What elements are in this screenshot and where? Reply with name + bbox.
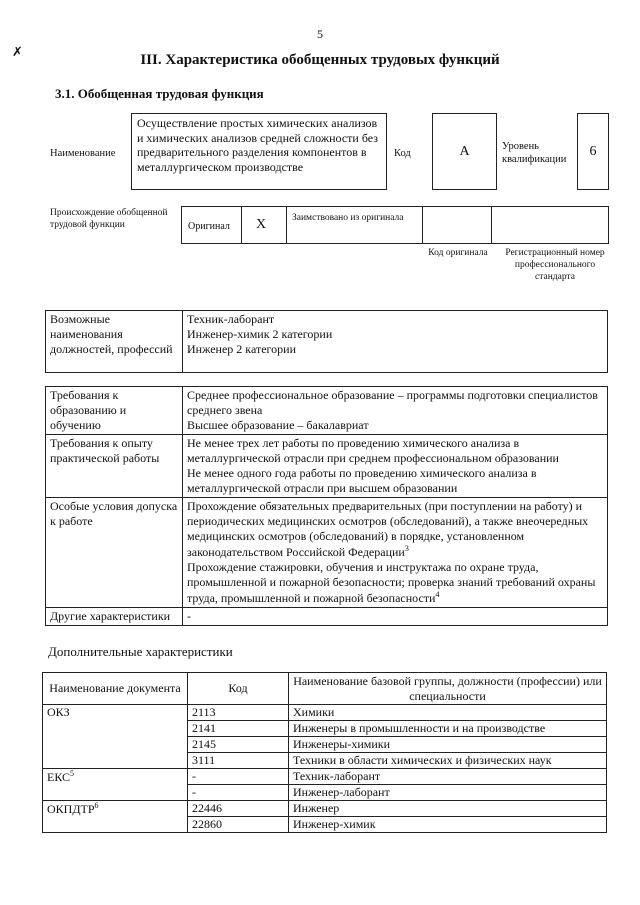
education-line: Высшее образование – бакалавриат <box>187 418 369 432</box>
origin-original-cell <box>182 207 242 243</box>
origin-borrowed-cell <box>287 207 423 243</box>
okz-label: ОКЗ <box>43 705 188 769</box>
positions-label: Возможные наименования должностей, профессий <box>46 311 183 373</box>
positions-values <box>183 311 608 373</box>
experience-line: Не менее трех лет работы по проведению химического анализа в металлургической отрасли при среднем профессиональном образовании <box>187 436 559 465</box>
row-name: Инженер-химик <box>289 817 607 833</box>
special-conditions-value <box>183 498 608 608</box>
row-code: 2113 <box>188 705 289 721</box>
row-name: Химики <box>289 705 607 721</box>
origin-label: Происхождение обобщенной трудовой функции <box>50 208 168 230</box>
header-document: Наименование документа <box>43 673 188 705</box>
margin-mark: ✗ <box>12 44 23 59</box>
other-label: Другие характеристики <box>46 608 183 626</box>
original-label: Оригинал <box>188 221 230 232</box>
special-conditions-line: Прохождение обязательных предварительных (при поступлении на работу) и периодических медицинских осмотров (обследований), а также внеочередных медицинских осмотров (обследований) в порядке, установленном законодательством Российской Федерации$^3$ <box>187 499 589 559</box>
position-item: Техник-лаборант <box>187 312 275 326</box>
row-code: 22446 <box>188 801 289 817</box>
footnote-ref: 3 <box>404 544 409 553</box>
level-value: 6 <box>577 113 609 190</box>
borrowed-label: Заимствовано из оригинала <box>292 213 404 223</box>
original-mark: X <box>256 217 267 232</box>
row-code: 2145 <box>188 737 289 753</box>
row-name: Инженеры-химики <box>289 737 607 753</box>
row-name: Техники в области химических и физических наук <box>289 753 607 769</box>
eks-label: ЕКС$^5$ <box>43 769 188 801</box>
extra-title: Дополнительные характеристики <box>48 644 233 659</box>
positions-table <box>45 310 608 373</box>
row-code: 2141 <box>188 721 289 737</box>
special-conditions-line: Прохождение стажировки, обучения и инструктажа по охране труда, промышленной и пожарной безопасности; проверка знаний требований охраны труда, промышленной и пожарной безопасности$^4$ <box>187 560 596 605</box>
function-name-value: Осуществление простых химических анализов и химических анализов средней сложности без предварительного разделения компонентов в металлургическом производстве <box>131 113 387 190</box>
footnote-ref: 5 <box>70 769 75 778</box>
row-code: - <box>188 769 289 785</box>
row-name: Инженер-лаборант <box>289 785 607 801</box>
level-label: Уровень квалификации <box>502 141 567 165</box>
function-code-value: A <box>432 113 497 190</box>
okpdtr-label: ОКПДТР$^6$ <box>43 801 188 833</box>
row-code: - <box>188 785 289 801</box>
table-row <box>43 705 607 721</box>
subsection-title: 3.1. Обобщенная трудовая функция <box>55 86 264 101</box>
row-name: Инженер <box>289 801 607 817</box>
row-name: Техник-лаборант <box>289 769 607 785</box>
education-label: Требования к образованию и обучению <box>46 387 183 435</box>
other-value: - <box>183 608 608 626</box>
origin-table <box>181 206 609 244</box>
row-code: 22860 <box>188 817 289 833</box>
origin-reg-caption: Регистрационный номер профессионального стандарта <box>505 248 605 282</box>
row-code: 3111 <box>188 753 289 769</box>
footnote-ref: 4 <box>435 590 440 599</box>
name-label: Наименование <box>50 148 116 159</box>
experience-value <box>183 435 608 498</box>
experience-line: Не менее одного года работы по проведению химического анализа в металлургической отрасли при высшем образовании <box>187 466 537 495</box>
origin-code-cell <box>423 207 492 243</box>
education-line: Среднее профессиональное образование – программы подготовки специалистов среднего звена <box>187 388 598 417</box>
experience-label: Требования к опыту практической работы <box>46 435 183 498</box>
special-conditions-label: Особые условия допуска к работе <box>46 498 183 608</box>
section-title: III. Характеристика обобщенных трудовых функций <box>140 52 500 68</box>
header-code: Код <box>188 673 289 705</box>
page-number: 5 <box>317 27 323 41</box>
code-label: Код <box>394 148 411 159</box>
table-row <box>43 769 607 785</box>
table-row <box>43 801 607 817</box>
row-name: Инженеры в промышленности и на производстве <box>289 721 607 737</box>
origin-code-caption: Код оригинала <box>428 248 488 258</box>
extra-table <box>42 672 607 833</box>
requirements-table <box>45 386 608 626</box>
origin-mark-cell <box>242 207 287 243</box>
education-value <box>183 387 608 435</box>
position-item: Инженер 2 категории <box>187 342 296 356</box>
footnote-ref: 6 <box>94 801 99 810</box>
header-name: Наименование базовой группы, должности (профессии) или специальности <box>289 673 607 705</box>
position-item: Инженер-химик 2 категории <box>187 327 333 341</box>
